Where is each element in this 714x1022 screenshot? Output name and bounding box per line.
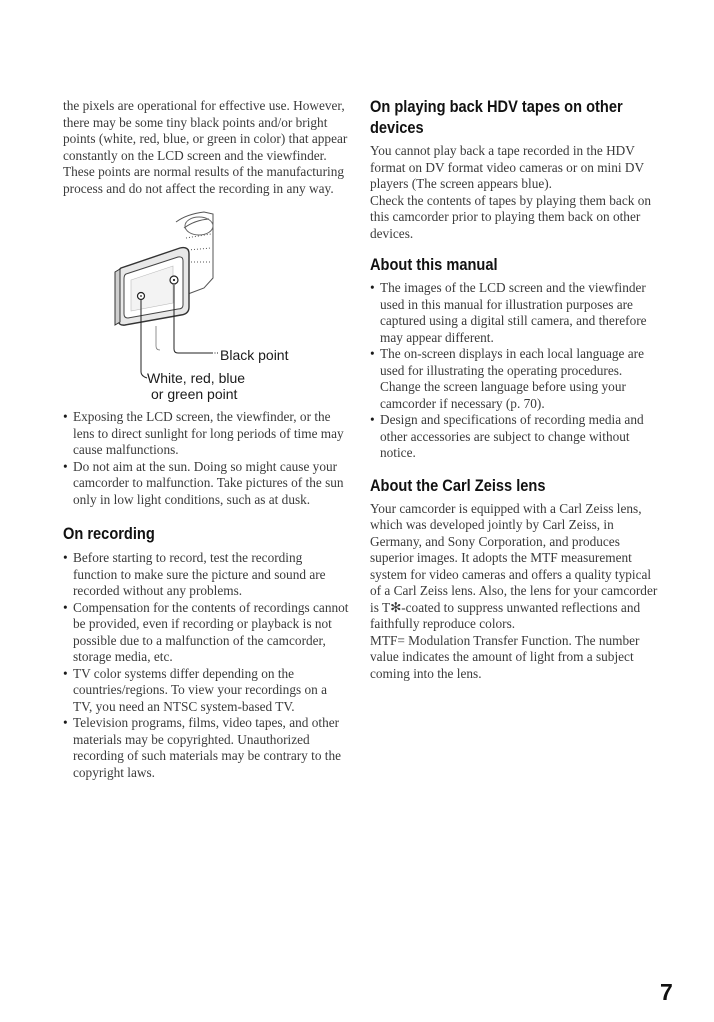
list-item: • The on-screen displays in each local language are used for illustrating the operating procedures. Change the screen language before using your camcorder if necessary (p. 70).: [370, 346, 660, 412]
list-item: • Do not aim at the sun. Doing so might cause your camcorder to malfunction. Take pictures of the sun only in low light conditions, such as at dusk.: [63, 459, 349, 509]
hdv-paragraph-2: Check the contents of tapes by playing them back on this camcorder prior to playing them back on other devices.: [370, 192, 652, 241]
zeiss-paragraph-2: MTF= Modulation Transfer Function. The number value indicates the amount of light from a subject coming into the lens.: [370, 632, 640, 681]
on-recording-heading: On recording: [63, 524, 155, 543]
about-manual-heading: About this manual: [370, 255, 498, 274]
intro-paragraph: the pixels are operational for effective use. However, there may be some tiny black points and/or bright points (white, red, blue, or green in color) that appear constantly on the LCD screen and the viewfinder. These points are normal results of the manufacturing process and do not affect the recording in any way.: [63, 98, 348, 196]
list-item: • Television programs, films, video tapes, and other materials may be copyrighted. Unauthorized recording of such materials may be contrary to the copyright laws.: [63, 715, 349, 781]
hdv-paragraph-1: You cannot play back a tape recorded in the HDV format on DV format video cameras or on mini DV players (The screen appears blue).: [370, 143, 644, 191]
list-item: • The images of the LCD screen and the viewfinder used in this manual for illustration purposes are captured using a digital still camera, and therefore may appear different.: [370, 280, 660, 346]
list-item: • Before starting to record, test the recording function to make sure the picture and sound are recorded without any problems.: [63, 550, 349, 600]
lcd-bullet-list: [63, 409, 349, 508]
colored-point-label-line2: or green point: [151, 386, 238, 402]
manual-bullet-list: [370, 280, 660, 462]
black-point-label: Black point: [220, 347, 289, 363]
carl-zeiss-heading: About the Carl Zeiss lens: [370, 475, 546, 495]
hdv-playback-heading-line1: On playing back HDV tapes on other: [370, 97, 623, 116]
list-item: • Compensation for the contents of recordings cannot be provided, even if recording or playback is not possible due to a malfunction of the camcorder, storage media, etc.: [63, 600, 349, 666]
zeiss-paragraph-1: Your camcorder is equipped with a Carl Zeiss lens, which was developed jointly by Carl Zeiss, in Germany, and Sony Corporation, and produces superior images. It adopts the MTF measurement system for video cameras and offers a quality typical of a Carl Zeiss lens. Also, the lens for your camcorder is T✻-coated to suppress unwanted reflections and faithfully reproduce colors.: [370, 500, 658, 631]
left-column: [63, 98, 349, 781]
recording-bullet-list: [63, 550, 349, 781]
lcd-figure: [63, 208, 349, 415]
lcd-panel-icon: [115, 248, 189, 326]
colored-point-label-line1: White, red, blue: [147, 370, 246, 386]
list-item: • TV color systems differ depending on the countries/regions. To view your recordings on a TV, you need an NTSC system-based TV.: [63, 666, 349, 716]
hdv-playback-heading-line2: devices: [370, 118, 424, 137]
page-number: 7: [660, 979, 673, 1005]
right-column: [370, 96, 660, 682]
list-item: • Exposing the LCD screen, the viewfinder, or the lens to direct sunlight for long periods of time may cause malfunctions.: [63, 409, 349, 459]
list-item: • Design and specifications of recording media and other accessories are subject to change without notice.: [370, 412, 660, 462]
